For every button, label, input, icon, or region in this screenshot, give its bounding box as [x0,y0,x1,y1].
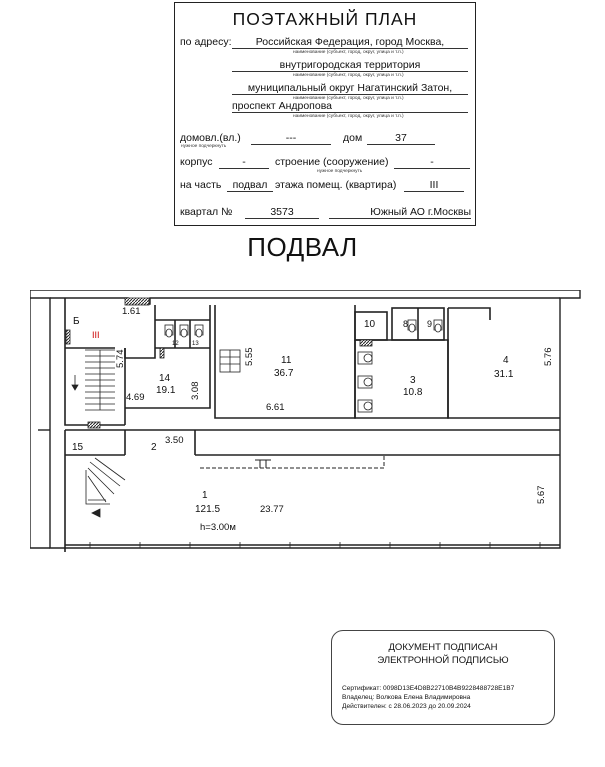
stroenie-value: - [394,156,470,169]
kvartal-label: квартал № [180,206,233,218]
dim-3-50: 3.50 [165,435,184,446]
domovl-value: --- [251,132,331,145]
dim-5-74: 5.74 [115,349,126,368]
room-b-number: III [92,330,100,340]
room-b-label: Б [73,316,80,327]
signature-validity: Действителен: с 28.06.2023 до 20.09.2024 [342,703,471,710]
floor-heading: ПОДВАЛ [247,232,358,262]
address-line-1: Российская Федерация, город Москва, [232,36,468,49]
room-14-area: 19.1 [156,385,176,396]
floor-value: III [404,179,464,192]
dim-6-61: 6.61 [266,402,285,413]
room-12-label: 12 [172,341,179,347]
signature-title-line-2: ЭЛЕКТРОННОЙ ПОДПИСЬЮ [377,655,509,666]
room-1-area: 121.5 [195,504,221,515]
outer-walls [30,290,580,548]
dashed-partition [200,456,384,468]
room-9-label: 9 [427,319,433,329]
room-3-number: 3 [410,375,416,386]
dom-value: 37 [367,132,435,145]
floor-label: этажа помещ. (квартира) [275,179,397,191]
room-15-label: 15 [72,442,84,453]
ceiling-height: h=3.00м [200,522,236,533]
domovl-hint: нужное подчеркнуть [181,144,227,149]
e-signature-stamp [331,630,555,725]
address-line-3: муниципальный округ Нагатинский Затон, [232,82,468,95]
inner-walls [65,298,560,552]
dim-23-77: 23.77 [260,504,284,515]
dim-4-69: 4.69 [126,392,145,403]
dim-5-76: 5.76 [543,347,554,366]
plan-header-stamp [174,2,476,226]
room-2-label: 2 [151,442,157,453]
signature-certificate: Сертификат: 0098D13E4D8B22710B4B9228488728E1B7 [342,685,515,692]
district-value: Южный АО г.Москвы [329,206,471,219]
room-11-area: 36.7 [274,368,294,379]
room-13-label: 13 [192,341,199,347]
staircase [72,350,125,517]
signature-owner: Владелец: Волкова Елена Владимировна [342,694,471,701]
room-4-area: 31.1 [494,369,514,380]
part-label: на часть [180,179,222,191]
korpus-label: корпус [180,156,213,168]
address-hint-4: наименование (субъект, город, округ, улица и т.п.) [293,114,404,119]
part-value: подвал [227,179,273,192]
stroenie-hint: нужное подчеркнуть [317,169,363,174]
address-line-4: проспект Андропова [232,100,468,113]
address-hint-3: наименование (субъект, город, округ, улица и т.п.) [293,96,404,101]
room-10-label: 10 [364,319,376,330]
room-14-number: 14 [159,373,171,384]
address-label: по адресу: [180,36,232,48]
address-hint-2: наименование (субъект, город, округ, улица и т.п.) [293,73,404,78]
room-4-number: 4 [503,355,509,366]
dim-5-67: 5.67 [536,485,547,504]
room-1-number: 1 [202,490,208,501]
dim-1-61: 1.61 [122,306,141,317]
korpus-value: - [219,156,269,169]
room-11-number: 11 [281,355,292,366]
dom-label: дом [343,132,363,144]
room-3-area: 10.8 [403,387,423,398]
document-title: ПОЭТАЖНЫЙ ПЛАН [232,9,418,29]
room-8-label: 8 [403,319,409,329]
sanitary-fixtures [165,320,442,412]
dim-5-55: 5.55 [244,347,255,366]
address-line-2: внутригородская территория [232,59,468,72]
domovl-label: домовл.(вл.) [180,132,241,144]
address-hint-1: наименование (субъект, город, округ, улица и т.п.) [293,50,404,55]
dimension-labels [115,306,554,533]
signature-title-line-1: ДОКУМЕНТ ПОДПИСАН [388,642,498,653]
floor-plan [30,290,590,560]
kvartal-value: 3573 [245,206,319,219]
stroenie-label: строение (сооружение) [275,156,389,168]
dim-3-08: 3.08 [190,381,201,400]
wall-hatching [66,298,372,428]
